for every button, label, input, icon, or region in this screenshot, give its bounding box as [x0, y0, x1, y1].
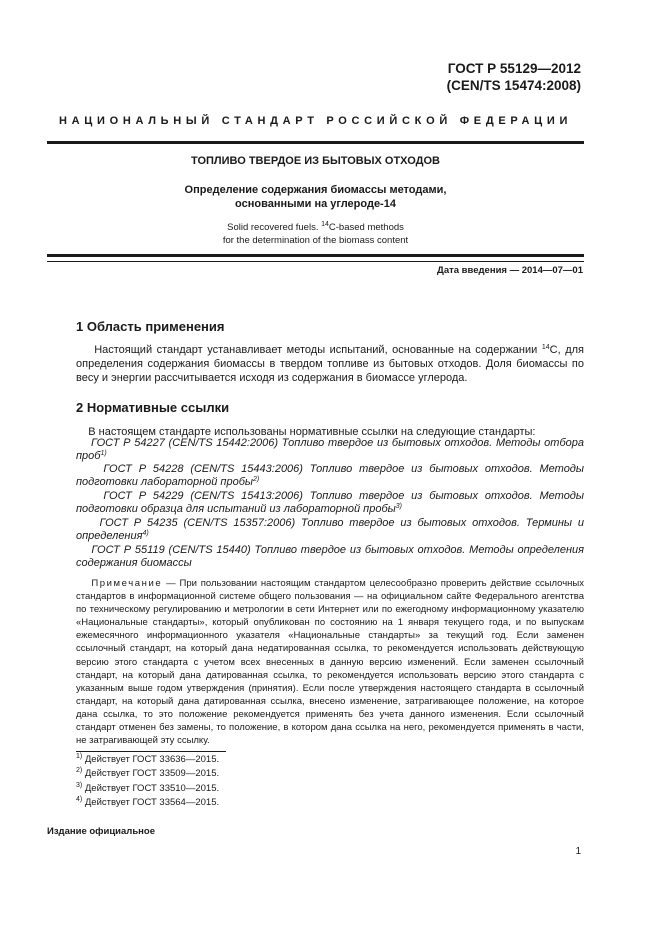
footnote-mark: 2) — [76, 767, 83, 774]
footnote — [76, 754, 219, 765]
footnote — [76, 768, 219, 779]
footnote-text: Действует ГОСТ 33636—2015. — [82, 754, 220, 765]
footnote — [76, 783, 219, 794]
document-subtitle — [47, 183, 584, 211]
designation-number: ГОСТ Р 55129—2012 — [447, 61, 581, 76]
document-title: ТОПЛИВО ТВЕРДОЕ ИЗ БЫТОВЫХ ОТХОДОВ — [191, 155, 440, 167]
top-divider — [47, 141, 584, 144]
reference-text: ГОСТ Р 54228 (CEN/TS 15443:2006) Топливо твердое из бытовых отходов. Методы подготовки лабораторной пробы — [76, 463, 584, 488]
reference-item — [76, 544, 584, 570]
footnote-mark: 3) — [76, 782, 83, 789]
reference-text: ГОСТ Р 54227 (CEN/TS 15442:2006) Топливо твердое из бытовых отходов. Методы отбора проб — [76, 437, 584, 462]
reference-footnote-mark: 3) — [395, 503, 402, 510]
section-1-paragraph — [76, 343, 584, 385]
section-2-heading: 2 Нормативные ссылки — [76, 400, 230, 415]
reference-text: ГОСТ Р 54229 (CEN/TS 15413:2006) Топливо твердое из бытовых отходов. Методы подготовки образца для испытаний из лабораторной пробы — [76, 490, 584, 515]
english-title-part1: Solid recovered fuels. — [227, 222, 322, 233]
reference-text: ГОСТ Р 54235 (CEN/TS 15357:2006) Топливо твердое из бытовых отходов. Термины и определения — [76, 517, 584, 542]
footnote-divider — [76, 751, 226, 752]
reference-footnote-mark: 2) — [253, 476, 260, 483]
footnote-mark: 4) — [76, 796, 83, 803]
note-label: Примечание — [91, 578, 163, 589]
page-number: 1 — [575, 846, 581, 857]
subtitle-line-1: Определение содержания биомассы методами, — [184, 184, 447, 196]
section-1-text-part1: Настоящий стандарт устанавливает методы испытаний, основанные на содержании — [94, 344, 542, 356]
reference-item — [76, 463, 584, 489]
reference-item — [76, 517, 584, 543]
edition-label: Издание официальное — [47, 826, 155, 837]
section-1-heading: 1 Область применения — [76, 319, 225, 334]
footnote-mark: 1) — [76, 753, 83, 760]
reference-item — [76, 437, 584, 463]
english-title-part2: C-based methods — [328, 222, 404, 233]
section-1-superscript: 14 — [541, 344, 550, 351]
footnote-text: Действует ГОСТ 33564—2015. — [82, 797, 220, 808]
english-title — [47, 221, 584, 247]
footnote — [76, 797, 219, 808]
footnote-text: Действует ГОСТ 33509—2015. — [82, 768, 220, 779]
reference-text: ГОСТ Р 55119 (CEN/TS 15440) Топливо твердое из бытовых отходов. Методы определения содержания биомассы — [76, 544, 584, 569]
section-2-intro-text: В настоящем стандарте использованы нормативные ссылки на следующие стандарты: — [88, 426, 536, 438]
footnote-text: Действует ГОСТ 33510—2015. — [82, 783, 220, 794]
section-1-text-part2: C, для определения содержания биомассы в твердом топливе из бытовых отходов. Доля биомассы по весу и энергии рассчитывается исходя из содержания в биомассе углерода. — [76, 344, 584, 384]
subtitle-line-2: основанными на углероде-14 — [235, 198, 396, 210]
title-divider-thin — [47, 261, 584, 262]
introduction-date: Дата введения — 2014—07—01 — [437, 265, 583, 276]
designation-cen-number: (CEN/TS 15474:2008) — [446, 78, 581, 93]
note-text: — При пользовании настоящим стандартом целесообразно проверить действие ссылочных стандартов в информационной системе общего пользования — на официальном сайте Федерального агентства по техническому регулированию и метрологии в сети Интернет или по ежегодному информационному указателю «Национальные стандарты», который опубликован по состоянию на 1 января текущего года, и по выпускам ежемесячного информационного указателя «Национальные стандарты» за текущий год. Если заменен ссылочный стандарт, на который дана недатированная ссылка, то рекомендуется использовать действующую версию этого стандарта с учетом всех внесенных в данную версию изменений. Если заменен ссылочный стандарт, на который дана датированная ссылка, то рекомендуется использовать версию этого стандарта с указанным выше годом утверждения (принятия). Если после утверждения настоящего стандарта в ссылочный стандарт, на который дана датированная ссылка, внесено изменение, затрагивающее положение, на которое дана ссылка, то это положение рекомендуется применять без учета данного изменения. Если ссылочный стандарт отменен без замены, то положение, в котором дана ссылка на него, рекомендуется применять в части, не затрагивающей эту ссылку. — [76, 578, 584, 747]
standard-designation — [447, 60, 581, 94]
english-title-line-2: for the determination of the biomass content — [222, 235, 409, 246]
note-paragraph — [76, 577, 584, 747]
national-standard-heading: НАЦИОНАЛЬНЫЙ СТАНДАРТ РОССИЙСКОЙ ФЕДЕРАЦИИ — [58, 115, 573, 127]
reference-item — [76, 490, 584, 516]
reference-footnote-mark: 4) — [142, 530, 149, 537]
title-divider-thick — [47, 254, 584, 257]
reference-footnote-mark: 1) — [100, 450, 107, 457]
english-title-superscript: 14 — [321, 221, 329, 228]
